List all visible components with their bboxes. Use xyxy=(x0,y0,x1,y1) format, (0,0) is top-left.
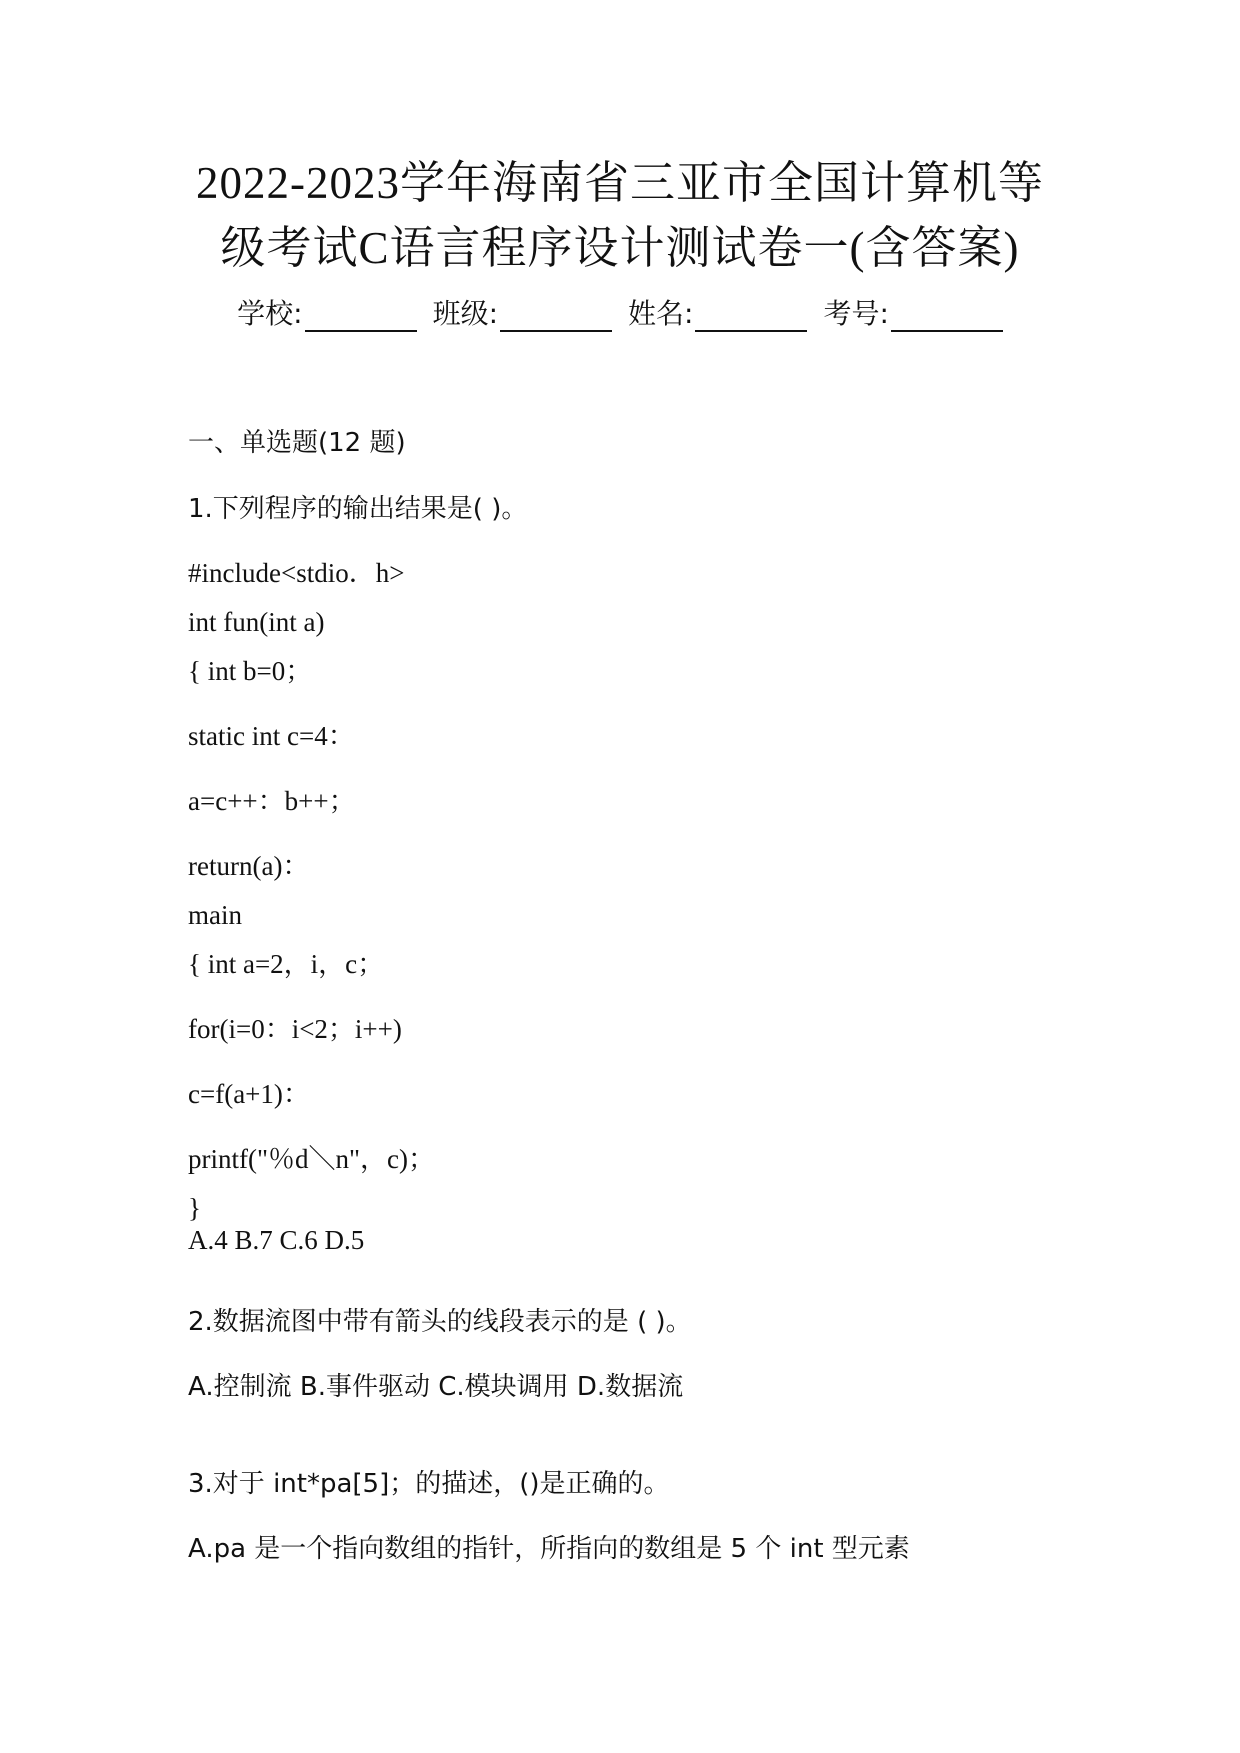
name-blank xyxy=(695,302,807,332)
code-line: int fun(int a) xyxy=(188,607,325,637)
code-line: { int b=0； xyxy=(188,656,313,686)
school-blank xyxy=(305,302,417,332)
class-blank xyxy=(500,302,612,332)
code-line: } xyxy=(188,1193,201,1223)
code-line: a=c++：b++； xyxy=(188,786,356,816)
code-line: for(i=0：i<2；i++) xyxy=(188,1014,402,1044)
section-heading: 一、单选题(12 题) xyxy=(188,428,406,458)
question-2-options: A.控制流 B.事件驱动 C.模块调用 D.数据流 xyxy=(188,1372,684,1402)
exam-number-blank xyxy=(891,302,1003,332)
code-line: printf("％d＼n"，c)； xyxy=(188,1144,435,1174)
exam-title-line-2: 级考试C语言程序设计测试卷一(含答案) xyxy=(220,223,1020,273)
name-field xyxy=(628,296,807,332)
class-field xyxy=(433,296,612,332)
name-label: 姓名: xyxy=(628,297,694,330)
school-label: 学校: xyxy=(237,297,303,330)
question-1-stem: 1.下列程序的输出结果是( )。 xyxy=(188,494,528,524)
code-line: c=f(a+1)： xyxy=(188,1079,310,1109)
exam-number-label: 考号: xyxy=(823,297,889,330)
question-2-stem: 2.数据流图中带有箭头的线段表示的是 ( )。 xyxy=(188,1307,692,1337)
code-line: { int a=2，i，c； xyxy=(188,949,385,979)
exam-number-field xyxy=(823,296,1002,332)
school-field xyxy=(237,296,416,332)
code-line: main xyxy=(188,900,242,930)
code-line: return(a)： xyxy=(188,851,310,881)
question-3-option-a: A.pa 是一个指向数组的指针，所指向的数组是 5 个 int 型元素 xyxy=(188,1534,910,1564)
exam-title-line-1: 2022-2023学年海南省三亚市全国计算机等 xyxy=(196,158,1044,208)
code-line: #include<stdio．h> xyxy=(188,558,405,588)
question-1-options: A.4 B.7 C.6 D.5 xyxy=(188,1225,365,1255)
student-info-row xyxy=(140,296,1100,332)
question-3-stem: 3.对于 int*pa[5]；的描述，()是正确的。 xyxy=(188,1469,670,1499)
code-line: static int c=4： xyxy=(188,721,355,751)
class-label: 班级: xyxy=(432,297,498,330)
